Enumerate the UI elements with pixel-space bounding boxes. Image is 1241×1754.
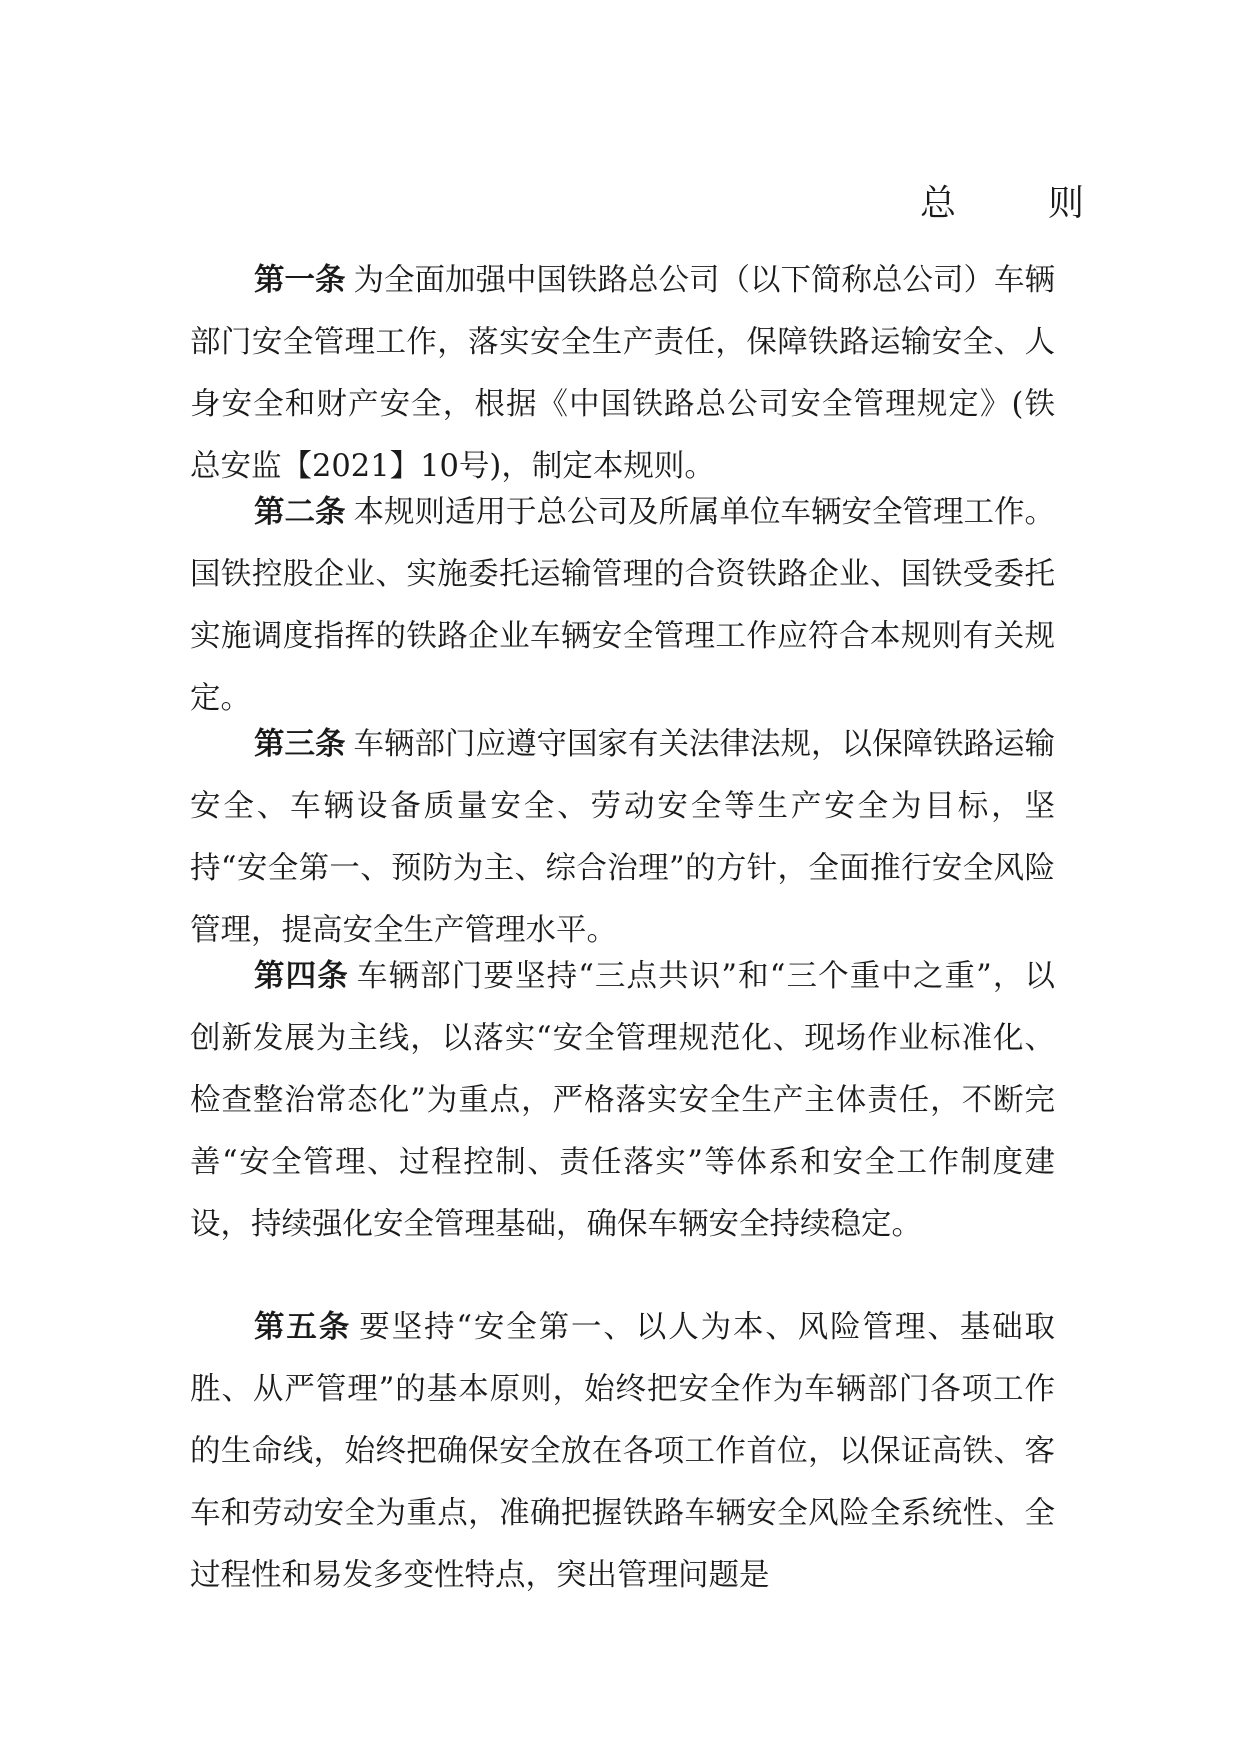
- article-1: [190, 250, 1055, 498]
- article-3-text: 车辆部门应遵守国家有关法律法规，以保障铁路运输安全、车辆设备质量安全、劳动安全等生产安全为目标，坚持“安全第一、预防为主、综合治理”的方针，全面推行安全风险管理，提高安全生产管理水平。: [190, 727, 1055, 948]
- article-4-text: 车辆部门要坚持“三点共识”和“三个重中之重”，以创新发展为主线，以落实“安全管理规范化、现场作业标准化、检查整治常态化”为重点，严格落实安全生产主体责任，不断完善“安全管理、过程控制、责任落实”等体系和安全工作制度建设，持续强化安全管理基础，确保车辆安全持续稳定。: [190, 959, 1056, 1242]
- article-4-label: 第四条: [254, 959, 349, 994]
- article-5-text: 要坚持“安全第一、以人为本、风险管理、基础取胜、从严管理”的基本原则，始终把安全作为车辆部门各项工作的生命线，始终把确保安全放在各项工作首位，以保证高铁、客车和劳动安全为重点，准确把握铁路车辆安全风险全系统性、全过程性和易发多变性特点，突出管理问题是: [190, 1310, 1056, 1593]
- article-4: [190, 946, 1055, 1256]
- article-3: [190, 714, 1055, 962]
- article-1-label: 第一条: [254, 263, 346, 298]
- article-3-label: 第三条: [254, 727, 346, 762]
- article-5: [190, 1297, 1055, 1607]
- article-2: [190, 482, 1055, 730]
- article-2-text: 本规则适用于总公司及所属单位车辆安全管理工作。国铁控股企业、实施委托运输管理的合资铁路企业、国铁受委托实施调度指挥的铁路企业车辆安全管理工作应符合本规则有关规定。: [190, 495, 1055, 716]
- article-5-label: 第五条: [254, 1310, 352, 1345]
- article-1-text: 为全面加强中国铁路总公司（以下简称总公司）车辆部门安全管理工作，落实安全生产责任，保障铁路运输安全、人身安全和财产安全，根据《中国铁路总公司安全管理规定》(铁总安监【2021】10号)，制定本规则。: [190, 263, 1055, 484]
- section-heading: 总 则: [920, 183, 1113, 225]
- article-2-label: 第二条: [254, 495, 346, 530]
